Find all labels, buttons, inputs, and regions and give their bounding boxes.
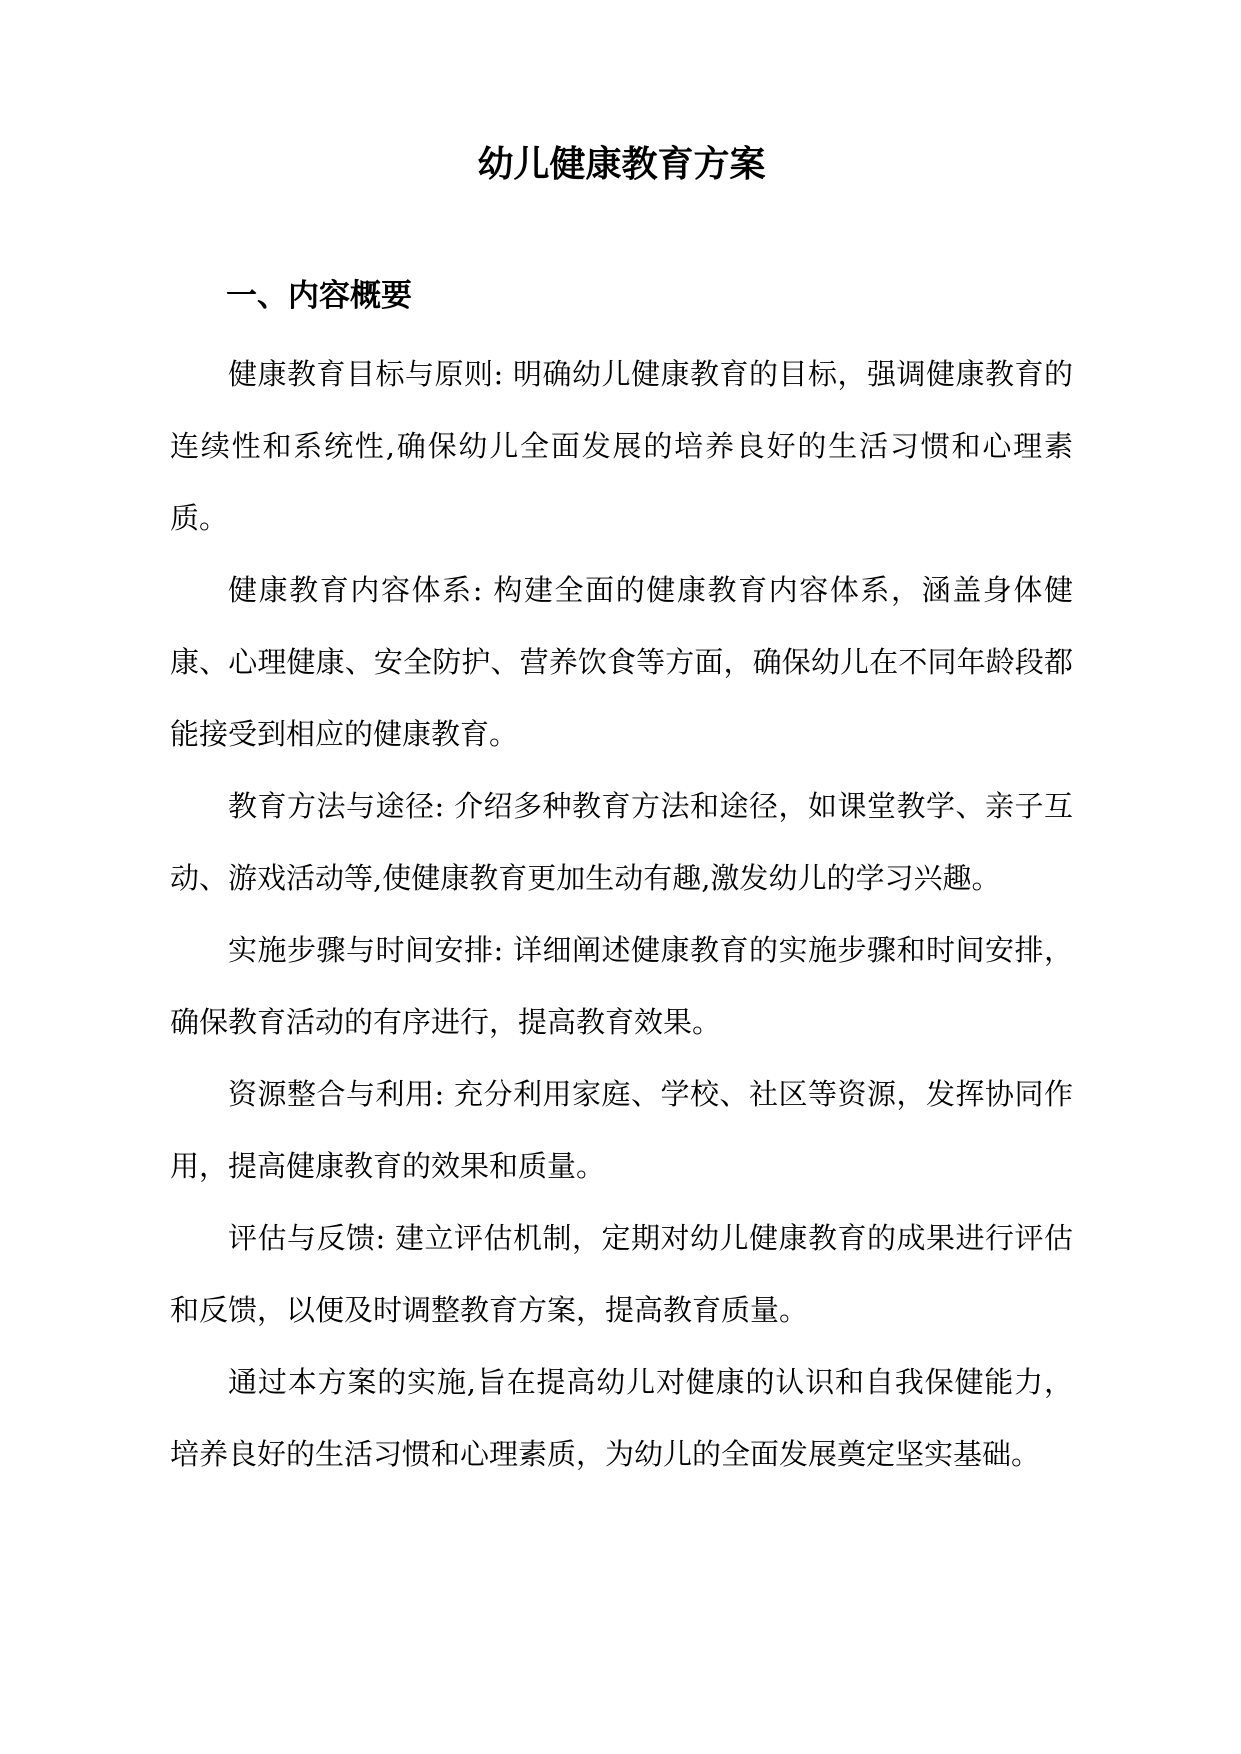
section-heading-overview: 一、内容概要 [226,278,412,314]
paragraph-content-system: 健康教育内容体系: 构建全面的健康教育内容体系，涵盖身体健康、心理健康、安全防护、营养饮食等方面，确保幼儿在不同年龄段都能接受到相应的健康教育。 [170,573,1073,751]
document-title: 幼儿健康教育方案 [477,143,766,185]
paragraph-evaluation-feedback: 评估与反馈: 建立评估机制，定期对幼儿健康教育的成果进行评估和反馈，以便及时调整教育方案，提高教育质量。 [170,1221,1073,1327]
paragraph-goals-principles: 健康教育目标与原则: 明确幼儿健康教育的目标，强调健康教育的连续性和系统性,确保幼儿全面发展的培养良好的生活习惯和心理素质。 [170,357,1073,535]
paragraph-conclusion: 通过本方案的实施,旨在提高幼儿对健康的认识和自我保健能力，培养良好的生活习惯和心理素质，为幼儿的全面发展奠定坚实基础。 [170,1365,1073,1471]
paragraph-resource-integration: 资源整合与利用: 充分利用家庭、学校、社区等资源，发挥协同作用，提高健康教育的效果和质量。 [170,1077,1073,1183]
paragraph-methods-approaches: 教育方法与途径: 介绍多种教育方法和途径，如课堂教学、亲子互动、游戏活动等,使健康教育更加生动有趣,激发幼儿的学习兴趣。 [170,789,1073,895]
document-content [170,128,1073,1490]
paragraph-implementation-schedule: 实施步骤与时间安排: 详细阐述健康教育的实施步骤和时间安排，确保教育活动的有序进行，提高教育效果。 [170,933,1073,1039]
section-body [170,338,1073,1490]
